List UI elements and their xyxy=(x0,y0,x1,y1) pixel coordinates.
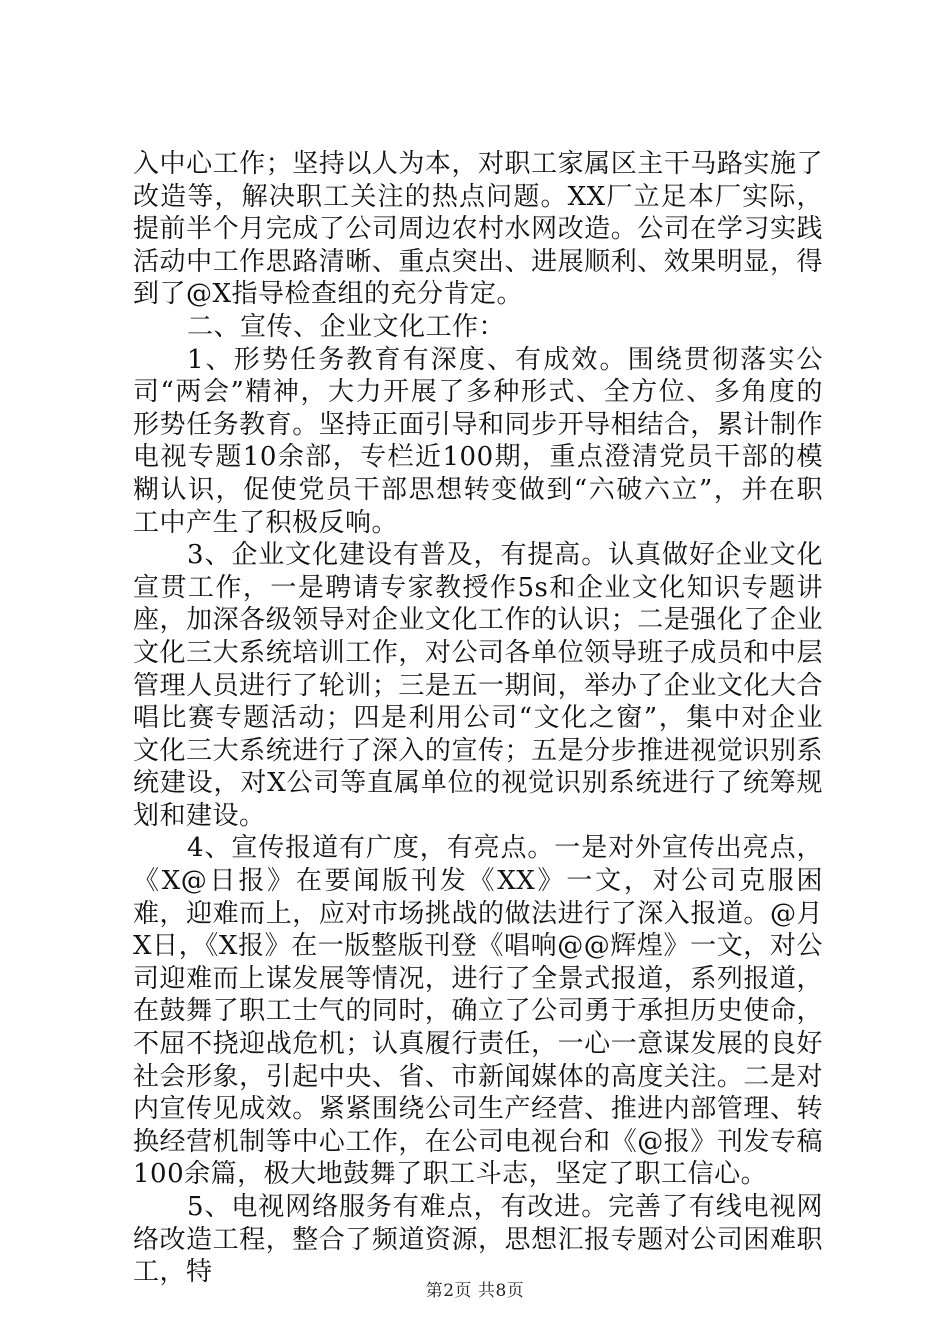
section-heading-propaganda: 二、宣传、企业文化工作： xyxy=(187,311,506,342)
paragraph-corporate-culture: 3、企业文化建设有普及，有提高。认真做好企业文化宣贯工作，一是聘请专家教授作5s和企业文化知识专题讲座，加深各级领导对企业文化工作的认识；二是强化了企业文化三大系统培训工作，对公司各单位领导班子成员和中层管理人员进行了轮训；三是五一期间，举办了企业文化大合唱比赛专题活动；四是利用公司“文化之窗”，集中对企业文化三大系统进行了深入的宣传；五是分步推进视觉识别系统建设，对X公司等直属单位的视觉识别系统进行了统筹规划和建设。 xyxy=(133,540,823,831)
paragraph-1: 入中心工作；坚持以人为本，对职工家属区主干马路实施了改造等，解决职工关注的热点问题。XX厂立足本厂实际，提前半个月完成了公司周边农村水网改造。公司在学习实践活动中工作思路清晰、重点突出、进展顺利、效果明显，得到了@X指导检查组的充分肯定。 xyxy=(133,149,823,310)
document-body xyxy=(133,148,823,1289)
paragraph-tv-network: 5、电视网络服务有难点，有改进。完善了有线电视网络改造工程，整合了频道资源，思想汇报专题对公司困难职工，特 xyxy=(133,1192,823,1288)
paragraph-publicity-reports: 4、宣传报道有广度，有亮点。一是对外宣传出亮点，《X@日报》在要闻版刊发《XX》一文，对公司克服困难，迎难而上，应对市场挑战的做法进行了深入报道。@月X日，《X报》在一版整版刊登《唱响@@辉煌》一文，对公司迎难而上谋发展等情况，进行了全景式报道，系列报道，在鼓舞了职工士气的同时，确立了公司勇于承担历史使命，不屈不挠迎战危机；认真履行责任，一心一意谋发展的良好社会形象，引起中央、省、市新闻媒体的高度关注。二是对内宣传见成效。紧紧围绕公司生产经营、推进内部管理、转换经营机制等中心工作，在公司电视台和《@报》刊发专稿100余篇，极大地鼓舞了职工斗志，坚定了职工信心。 xyxy=(133,833,823,1190)
paragraph-situation-education: 1、形势任务教育有深度、有成效。围绕贯彻落实公司“两会”精神，大力开展了多种形式、全方位、多角度的形势任务教育。坚持正面引导和同步开导相结合，累计制作电视专题10余部，专栏近100期，重点澄清党员干部的模糊认识，促使党员干部思想转变做到“六破六立”，并在职工中产生了积极反响。 xyxy=(133,344,823,538)
page-footer: 第2页 共8页 xyxy=(425,1281,525,1301)
